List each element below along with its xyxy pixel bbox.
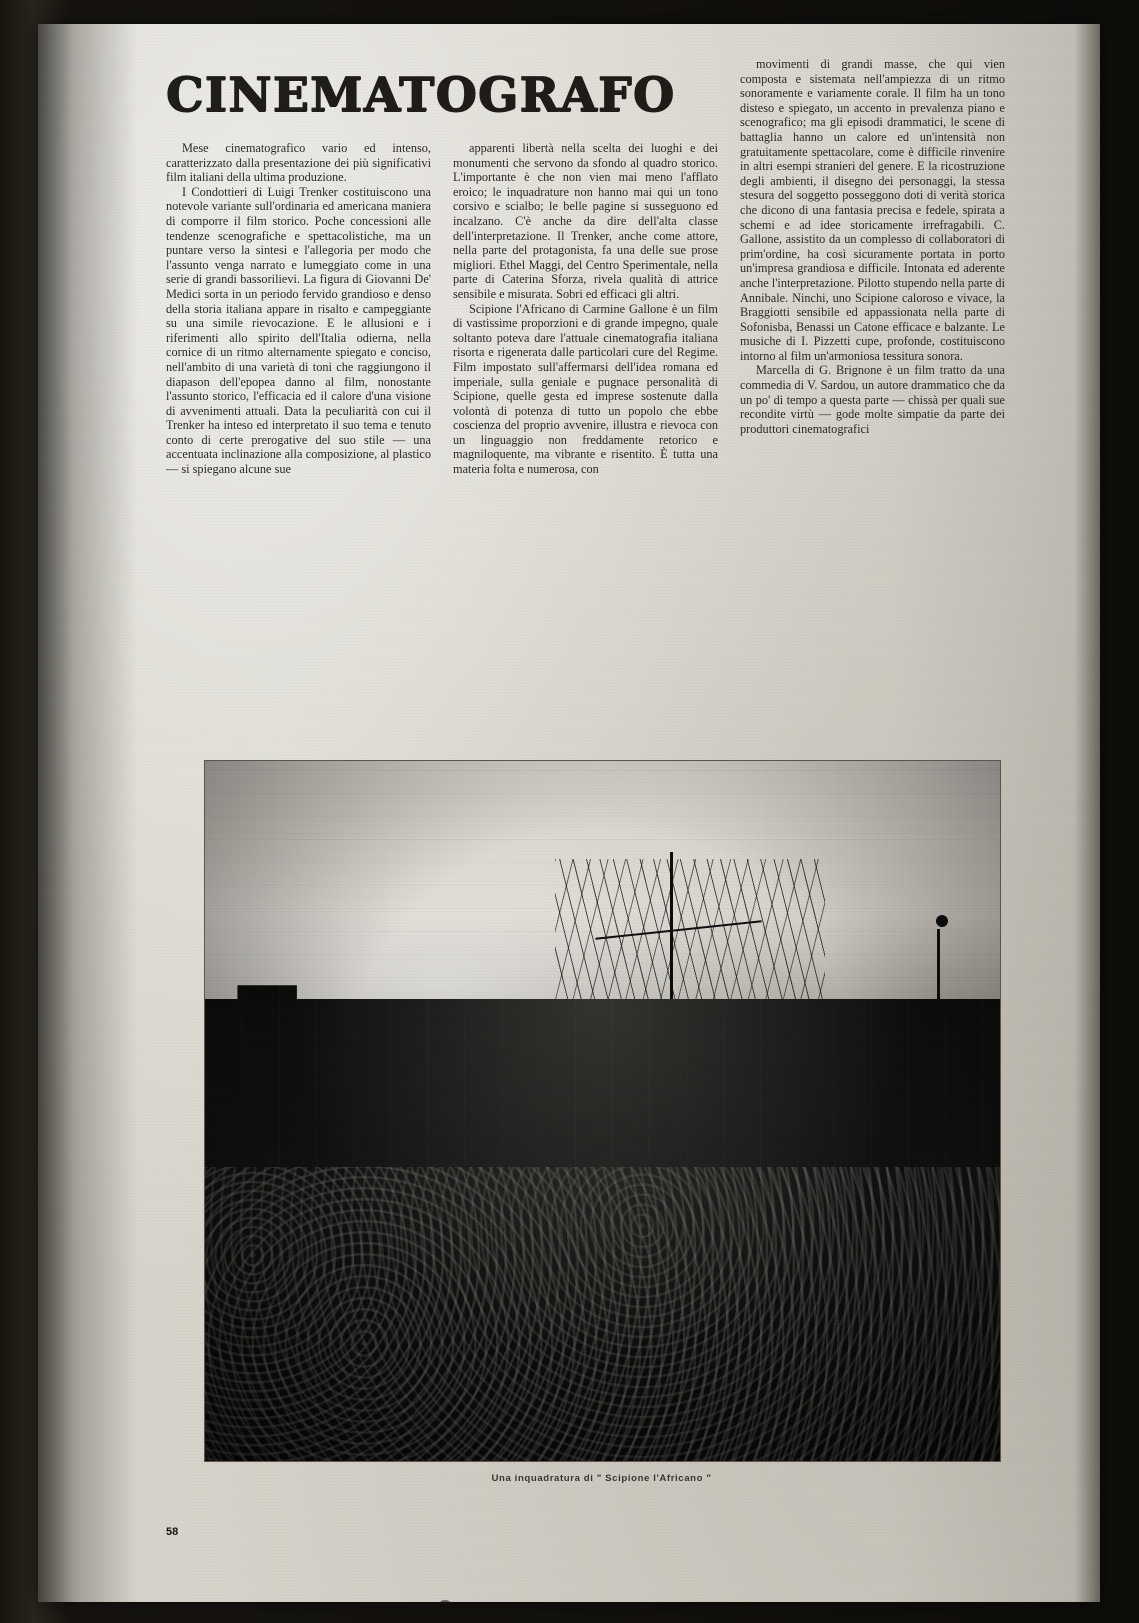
- photo-scratches: [205, 761, 1000, 1461]
- paragraph: Scipione l'Africano di Carmine Gallone è un film di vastissime proporzioni e di grande impegno, quale soltanto poteva dare l'attuale cinematografia italiana risorta e rigenerata dalle particolari cure del Regime. Film impostato sull'affermarsi dell'idea romana ed imperiale, sulla geniale e pugnace personalità di Scipione, quelle gesta ed imprese sostenute dalla volontà di potenza di tutto un popolo che ebbe coscienza del proprio avvenire, illustra e rievoca con un linguaggio non freddamente retorico e magniloquente, ma vibrante e risentito. È tutta una materia folta e numerosa, con: [453, 301, 718, 477]
- text-column-2: [453, 141, 718, 477]
- paragraph: Marcella di G. Brignone è un film tratto da una commedia di V. Sardou, un autore drammatico che da un po' di tempo a questa parte — chissà per quali sue recondite virtù — gode molte simpatie da parte dei produttori cinematografici: [740, 363, 1005, 436]
- paragraph: I Condottieri di Luigi Trenker costituiscono una notevole variante sull'ordinaria ed americana maniera di comporre il film storico. Poche concessioni alle tendenze scenografiche e spettacolistiche, ma un puntare verso la sintesi e l'allegoria per modo che l'assunto venga narrato e lumeggiato come in una serie di grandi bassorilievi. La figura di Giovanni De' Medici sorta in un periodo fervido grandioso e denso della storia italiana appare in risalto e campeggiante su una simile rievocazione. E le allusioni e i riferimenti allo spirito dell'Italia odierna, nella cornice di un ritmo alternamente spiegato e conciso, nell'ambito di una varietà di toni che raggiungono il diapason dell'epopea danno al film, nonostante l'assunto storico, l'efficacia ed il calore d'una visione di avvenimenti attuali. Data la peculiarità con cui il Trenker ha inteso ed interpretato il suo tema e tenuto conto di certe prerogative del suo stile — una accentuata inclinazione alla composizione, al plastico — si spiegano alcune sue: [166, 184, 431, 477]
- paragraph: movimenti di grandi masse, che qui vien composta e sistemata nell'ampiezza di un ritmo sonoramente e variamente corale. Il film ha un tono disteso e spiegato, un accento in prevalenza piano e scenografico; ma gli episodi drammatici, le scene di battaglia hanno un calore ed un'intensità non gratuitamente spettacolare, come è difficile rinvenire in altri esempi stranieri del genere. E la ricostruzione degli ambienti, il disegno dei personaggi, la stessa stesura del soggetto posseggono doti di verità storica che dicono di una fantasia precisa e fedele, spirata a schemi e ad idee storicamente irrefragabili. C. Gallone, assistito da un complesso di collaboratori di prim'ordine, ha così sicuramente portata in porto un'impresa grandiosa e difficile. Intonata ed aderente anche l'interpretazione. Pilotto stupendo nella parte di Annibale. Ninchi, uno Scipione caloroso e vivace, la Braggiotti sensibile ed appassionata nella parte di Sofonisba, Benassi un Catone efficace e balzante. Le musiche di I. Pizzetti cupe, profonde, costituiscono intorno al film un'armoniosa tessitura sonora.: [740, 57, 1005, 363]
- text-column-3: [740, 57, 1005, 436]
- figure: [204, 760, 999, 1484]
- figure-caption: Una inquadratura di " Scipione l'Africano ": [491, 1473, 712, 1484]
- page-title: CINEMATOGRAFO: [166, 68, 676, 123]
- magazine-page: [38, 24, 1100, 1602]
- page-content: [166, 57, 1006, 477]
- page-right-edge-shadow: [1074, 24, 1100, 1602]
- page-gutter-shadow: [38, 24, 138, 1602]
- paragraph: Mese cinematografico vario ed intenso, caratterizzato dalla presentazione dei più significativi film italiani della ultima produzione.: [166, 141, 431, 185]
- paragraph: apparenti libertà nella scelta dei luoghi e dei monumenti che servono da sfondo al quadro storico. L'importante è che non vien mai meno l'afflato eroico; le inquadrature non hanno mai qui un tono corsivo e scialbo; le belle pagine si susseguono ed incalzano. C'è anche da dire dell'alta classe dell'interpretazione. Il Trenker, anche come attore, nella parte del protagonista, fa una delle sue prose migliori. Ethel Maggi, del Centro Sperimentale, nella parte di Caterina Sforza, rivela qualità di attrice sensibile e misurata. Sobri ed efficaci gli altri.: [453, 141, 718, 301]
- text-column-1: [166, 141, 431, 477]
- page-number: 58: [166, 1526, 179, 1538]
- photograph: [204, 760, 1001, 1462]
- scan-artifact: [440, 1600, 450, 1605]
